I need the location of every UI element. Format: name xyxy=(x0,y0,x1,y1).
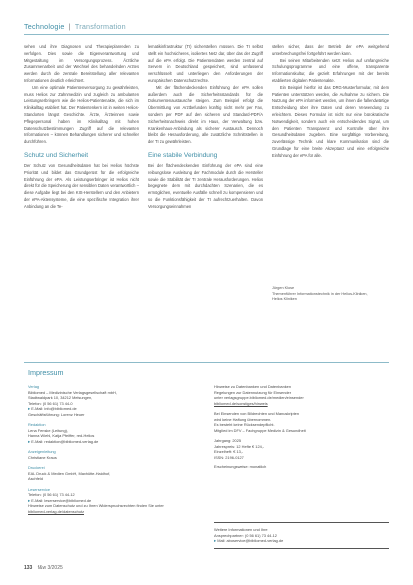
box-rule-bottom xyxy=(214,548,389,549)
email-link[interactable]: ▸E-Mail: leserservice@bibliomed.de xyxy=(28,497,92,503)
block-line: Jahrgang: 2025 xyxy=(214,438,242,443)
paragraph: Bei seinen Mitarbeitenden setzt Helios auf umfangreiche Schulungsprogramme und eine offene, transparente Informationskultur, die gezielt Erfahrungen mit der bereits etablierten digitalen Patientenakte. xyxy=(272,57,389,83)
block-label: Leserservice xyxy=(28,486,51,492)
page-number: 133 xyxy=(24,565,33,571)
paragraph: Ein Beispiel hierfür ist das DRG-Musterformular, mit dem Patienten unterstützen werden, die Aufnahme zu sichern. Die Nutzung der ePA informiert werden, um ihnen die fallendwärtige Entscheidung über ihre Daten und deren Verwendung zu erleichtern. Dieses Formular ist nicht nur eine bürokratische Notwendigkeit, sondern auch ein entscheidendes Signal, um den Patienten Transparenz und Kontrolle über ihre Gesundheitsdaten zugeben. Eine sorgfältige Vorbereitung, zuverlässige Technik und klare Kommunikation sind die Grundlage für eine breite Akzeptanz und eine erfolgreiche Einführung der ePA für alle. xyxy=(272,84,389,158)
block-label: Verlag xyxy=(28,384,40,389)
block-line: Bibliomed – Medizinische Verlagsgesellschaft mbH, xyxy=(28,389,117,395)
arrow-icon: ▸ xyxy=(214,538,217,543)
section-label: Technologie xyxy=(24,22,65,31)
hint-link[interactable]: bibliomed.de/sonstiges/hinweis xyxy=(214,400,268,406)
impressum-right xyxy=(214,384,389,475)
email-link[interactable]: ▸Mail: aboservice@bibliomed-verlag.de xyxy=(214,538,284,543)
block-line: EAL Druck & Medien GmbH, Maxhütte-Haidhof, xyxy=(28,470,111,476)
impressum-rule xyxy=(24,362,389,363)
block-label: Druckerei xyxy=(28,465,45,470)
author-role: Themenführer Informationstechnik in der Helios-Kliniken, xyxy=(272,291,368,296)
impressum-block-redaktion xyxy=(28,422,178,444)
contact-box xyxy=(214,527,389,544)
impressum-block-druckerei xyxy=(28,465,178,482)
block-line: Christiane Kraus xyxy=(28,454,57,460)
block-line: Bei Einsenden von Bildrechten und Manuskripten xyxy=(214,411,299,416)
block-line: Hinweise zum Datenschutz und zu Ihren Widerspruchsrechten finden Sie unter xyxy=(28,503,164,508)
block-line: wird keine Haftung übernommen. xyxy=(214,416,272,422)
paragraph: Um eine optimale Patientenversorgung zu gewährleisten, muss Helios zur Zahnmedizin und zugleich zu ambulanten Leistungserbringern wie die Helios-Patientenakte, die sich im Klinikalltag etabliert hat. Der Patientenkern ist in weiten Helios-Standorten längst Geschichte. Ärzte, Ärzteinnen sowie Pflegepersonal haben im Klinikalltag mit hohen Datenschutzbestimmungen Zugriff auf die relevanten Informationen – können Behandlungen sicherer und schneller durchführen. xyxy=(24,84,139,145)
block-line: Regelungen zur Datennutzung für Einsender xyxy=(214,389,291,395)
article-column-1 xyxy=(24,44,139,211)
author-org: Helios Kliniken xyxy=(272,297,297,302)
block-line: Jahrespreis: 12 Hefte € 124,- xyxy=(214,443,265,449)
impressum-block-verlag xyxy=(28,384,178,417)
impressum-block-leserservice xyxy=(28,487,178,515)
block-line: Aschfeld xyxy=(28,476,43,481)
paragraph: Mit der flächendeckenden Einführung der ePA sollen außerdem auch die Sicherheitsstandards für die Dokumentenaustausche steigen. Zum Beispiel erfolgt die Übermittlung von Arztbefunden künftig nicht mehr per Fax, sondern per PDF auf den sicheren und Standard-PDF/A Sicherheitsnachweis direkt im Haus, der Verwaltung bzw. Krankenhaus-Anbindung als sicherer Austausch. Dennoch bleibt die Herausforderung, alle zusätzliche Schnittstellen in der TI zu gewährleisten. xyxy=(148,84,263,145)
paragraph: Der Schutz von Gesundheitsdaten hat bei Helios höchste Priorität und bildet das Grundgerüst für die erfolgreiche Einführung der ePA. Als Leistungserbringer ist Helios nicht direkt für die Speicherung der sensiblen Daten verantwortlich – diese Aufgabe liegt bei den KIS-Herstellern und den Anbietern der ePA-Aktensysteme, die eine spezifische Integration ihrer Anbindung an die Te- xyxy=(24,162,139,209)
block-line: Lena Fenske (Leitung), xyxy=(28,427,69,433)
block-line: Hinweise zu Datenbanken und Datenbanken xyxy=(214,384,292,389)
block-line: Geschäftsführung: Lorenz Heuer xyxy=(28,411,85,417)
article-column-3 xyxy=(272,44,389,160)
author-name: Jürgen Klose xyxy=(272,286,295,290)
issue-label: f&w 3/2025 xyxy=(37,565,63,571)
impressum-left xyxy=(28,384,178,519)
paragraph: Bei der flächendeckenden Einführung der ePA sind eine reibungslose Ausleitung der Fachmodule durch die Hersteller sowie die Stabilität der TI zentrale Herausforderungen. Helios begegnete dem mit durchdachten Szenarien, die es ermöglichen, eventuelle Ausfälle schnell zu kompensieren und so die Funktionsfähigkeit der TI aufrechtzuerhalten. Davon Versorgungseinnahmen xyxy=(148,162,263,209)
block-line: Es besteht keine Rücksendepflicht. xyxy=(214,422,275,427)
paragraph: lematikinfrastruktur (TI) sicherstellen müssen. Die TI selbst stellt ein hochsicheres, isoliertes Netz dar, über das der Zugriff auf die ePA erfolgt. Die Patientendaten werden zentral auf Servern in Deutschland gespeichert, sind umfassend verschlüsselt und unterliegen den Anforderungen der europäischen Datenschutzrechte. xyxy=(148,44,263,83)
box-rule-top xyxy=(214,522,389,523)
impressum-title: Impressum xyxy=(28,368,64,377)
paragraph: sehen und ihre Diagnosen und Therapieplanreden zu verfolgen. Dies sowie die Eigenverantwortung und Mitgestaltung im Versorgungsprozess. Ärztliche Zusammenarbeit und der Wechsel des behandelnden Arztes werden durch die zentrale Bereitstellung aller relevanten Informationen deutlich erleichtert. xyxy=(24,44,139,83)
author-note xyxy=(272,286,389,303)
block-line: unter verlagsgruppe.bibliomed.de/medien/einsender xyxy=(214,395,304,400)
impressum-block-ausgabe xyxy=(214,438,389,470)
box-title: Weitere Informationen und Ihre xyxy=(214,527,268,532)
subsection-label: Transformation xyxy=(74,22,126,31)
block-line: Hanna Wiehl, Katja Pfeiffer, red-Helios xyxy=(28,433,95,438)
page-footer xyxy=(24,565,63,571)
box-line: Ansprechpartner: (0 56 61) 73 44-12 xyxy=(214,532,277,538)
subheading-schutz: Schutz und Sicherheit xyxy=(24,151,89,159)
impressum-block-rechte xyxy=(214,384,389,406)
block-line: Einzelheft: € 13,- xyxy=(214,449,244,454)
block-line: Stadtwaldpark 10, 34212 Melsungen, xyxy=(28,395,93,400)
article-column-2 xyxy=(148,44,263,211)
section-header xyxy=(24,22,126,31)
block-label: Anzeigenleitung xyxy=(28,449,56,454)
paragraph: stellen sicher, dass der Betrieb der ePA weitgehend unterbrechungsfrei fortgeführt werden kann. xyxy=(272,44,389,56)
email-link[interactable]: ▸E-Mail: redaktion@bibliomed-verlag.de xyxy=(28,438,99,444)
section-separator: | xyxy=(68,22,71,31)
block-line: ISSN: 2196-0127 xyxy=(214,454,244,460)
block-line: Erscheinungsweise: monatlich xyxy=(214,464,267,469)
block-line: Telefon: (0 56 61) 73 44-0 xyxy=(28,400,73,406)
email-link[interactable]: ▸E-Mail: info@bibliomed.de xyxy=(28,406,77,411)
arrow-icon: ▸ xyxy=(28,438,31,444)
arrow-icon: ▸ xyxy=(28,406,31,411)
impressum-block-anzeigen xyxy=(28,449,178,460)
privacy-link[interactable]: bibliomed-verlag.de/datenschutz xyxy=(28,508,85,514)
block-line: Telefon: (0 56 61) 73 44-12 xyxy=(28,492,75,497)
arrow-icon: ▸ xyxy=(28,497,31,503)
block-line: Mitglied im DFV – Fachgruppe Medizin & Gesundheit xyxy=(214,427,306,433)
header-rule xyxy=(24,34,389,35)
impressum-block-haftung xyxy=(214,411,389,433)
block-label: Redaktion xyxy=(28,422,46,427)
subheading-verbindung: Eine stabile Verbindung xyxy=(148,151,218,159)
